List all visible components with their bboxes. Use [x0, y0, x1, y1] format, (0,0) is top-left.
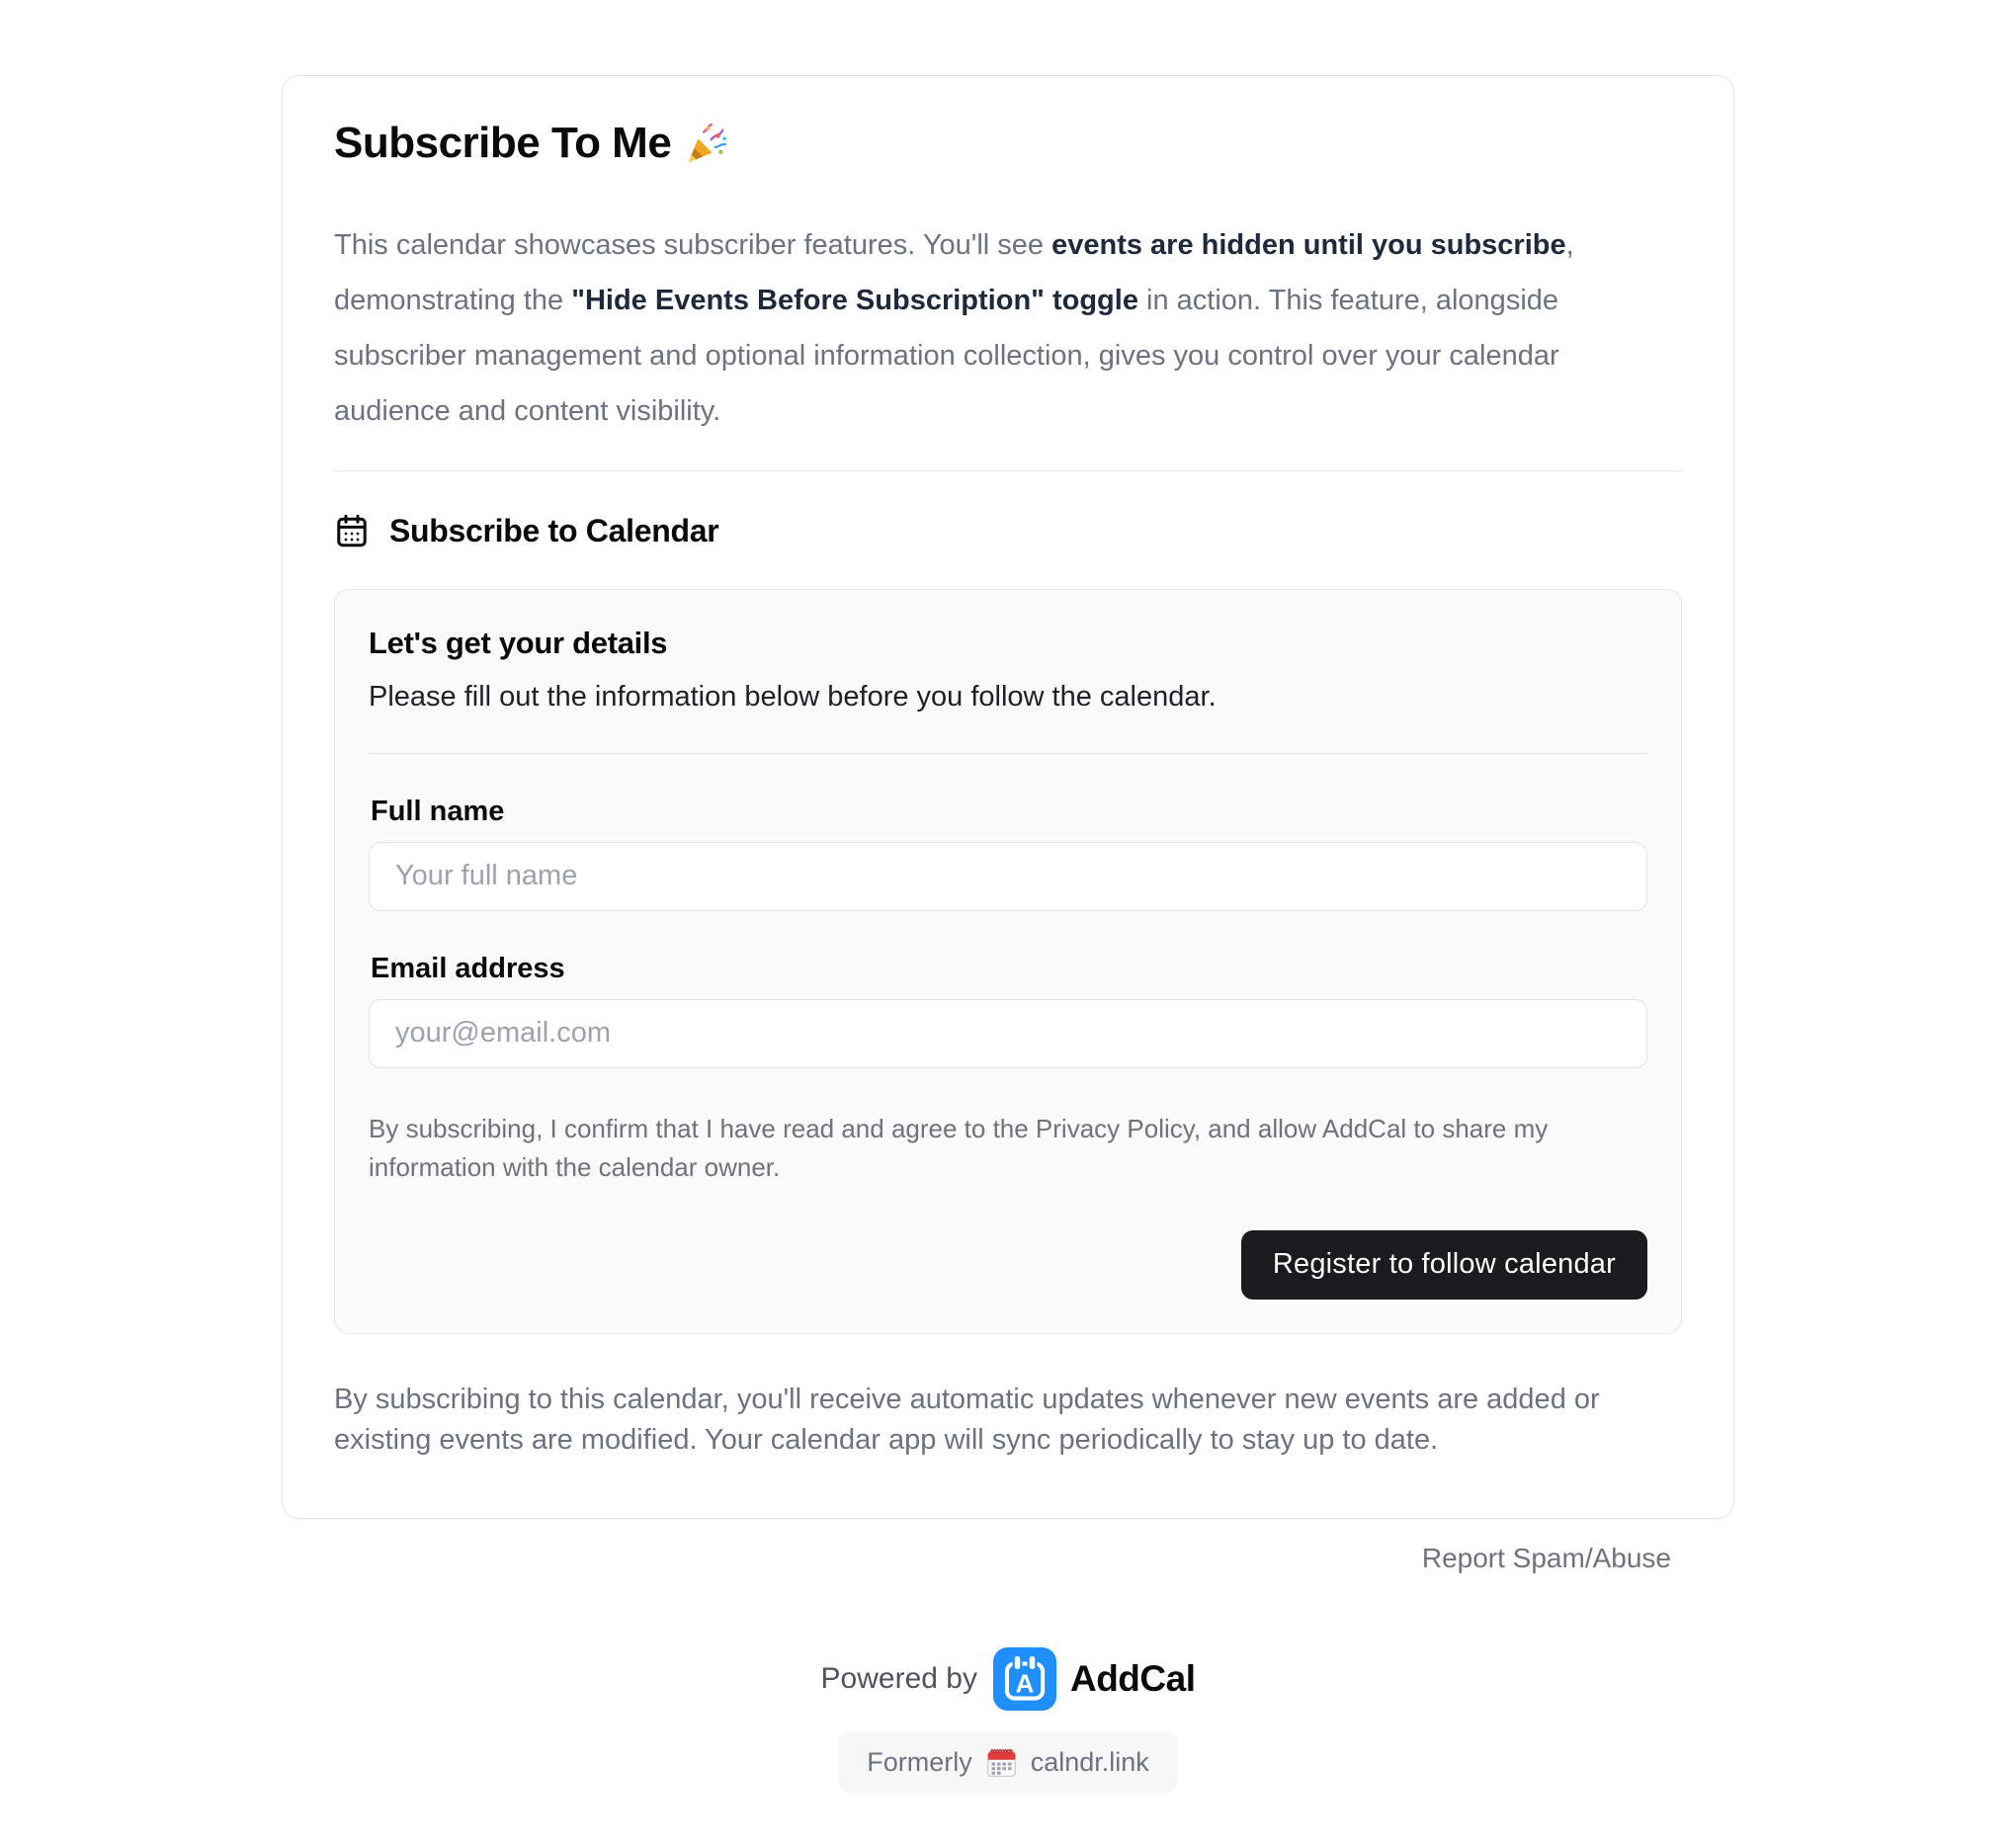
addcal-brand-link[interactable] [993, 1647, 1196, 1711]
form-divider [369, 753, 1647, 754]
addcal-logo-icon [993, 1647, 1056, 1711]
section-heading-text: Subscribe to Calendar [389, 512, 719, 548]
button-row [369, 1230, 1647, 1300]
report-row [282, 1543, 1734, 1574]
formerly-badge-row [0, 1732, 2016, 1793]
subscribe-card [282, 75, 1734, 1519]
page-title [334, 118, 1682, 170]
powered-by-label: Powered by [820, 1661, 977, 1695]
intro-paragraph [334, 217, 1682, 439]
calendar-icon [334, 513, 370, 548]
email-label: Email address [371, 952, 565, 984]
intro-text-1: This calendar showcases subscriber features. You'll see [334, 228, 1052, 261]
formerly-name: calndr.link [1030, 1746, 1149, 1777]
addcal-brand-name: AddCal [1069, 1657, 1196, 1699]
intro-bold-1: events are hidden until you subscribe [1051, 228, 1566, 261]
form-subheading: Please fill out the information below before you follow the calendar. [369, 680, 1217, 713]
full-name-input[interactable] [369, 842, 1647, 911]
formerly-badge[interactable] [839, 1732, 1177, 1793]
report-spam-link[interactable]: Report Spam/Abuse [1421, 1542, 1671, 1573]
intro-text-3: in action. This feature, alongside subscriber management and optional information collection, gives you control over your calendar audience and content visibility. [334, 284, 1559, 427]
formerly-label: Formerly [867, 1746, 972, 1777]
full-name-label: Full name [371, 795, 505, 827]
consent-text: By subscribing, I confirm that I have read and agree to the Privacy Policy, and allow AddCal to share my information with the calendar owner. [369, 1113, 1549, 1182]
calendar-emoji-icon [985, 1746, 1018, 1779]
section-divider [334, 470, 1682, 471]
register-button[interactable]: Register to follow calendar [1241, 1230, 1647, 1300]
sync-info-text: By subscribing to this calendar, you'll receive automatic updates whenever new events are added or existing events are modified. Your calendar app will sync periodically to stay up to date. [334, 1383, 1600, 1456]
powered-by-row [0, 1647, 2016, 1711]
intro-text-2: , demonstrating the [334, 228, 1574, 316]
party-popper-icon [683, 123, 728, 168]
email-input[interactable] [369, 999, 1647, 1068]
subscribe-section-heading [334, 513, 1682, 549]
form-heading: Let's get your details [369, 625, 668, 660]
intro-bold-2: "Hide Events Before Subscription" toggle [571, 284, 1138, 316]
details-form-card [334, 589, 1682, 1334]
svg-text:A: A [1015, 1670, 1035, 1699]
page-title-text: Subscribe To Me [334, 119, 672, 167]
